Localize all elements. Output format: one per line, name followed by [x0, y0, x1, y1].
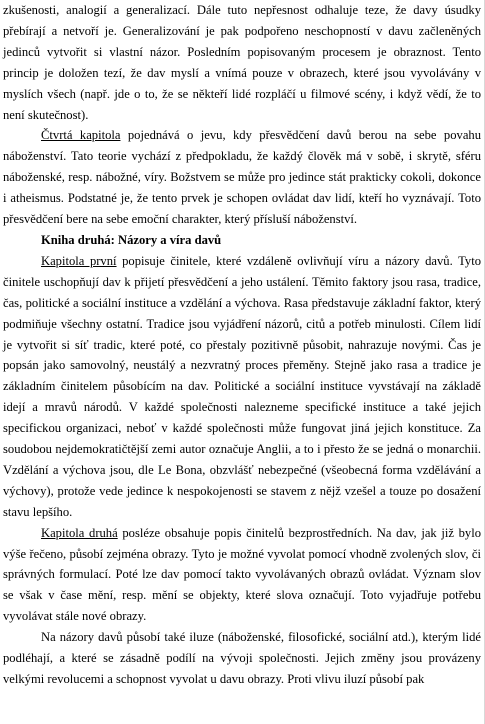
paragraph-text: posléze obsahuje popis činitelů bezprostředních. Na dav, jak již bylo výše řečeno, působí zejména obrazy. Tyto je možné vyvolat pomocí vhodně zvolených slov, či správných formulací. Poté lze dav pomocí takto vyvolávaných obrazů ovládat. Význam slov se však v čase mění, resp. mění se objekty, které slova označují. Toto vyjadřuje potřebu vyvolávat stále nové obrazy.: [3, 525, 481, 624]
chapter-reference: Kapitola druhá: [41, 525, 118, 540]
paragraph-iluze: [3, 627, 481, 690]
chapter-reference: Kapitola první: [41, 253, 117, 268]
paragraph-text: Na názory davů působí také iluze (náboženské, filosofické, sociální atd.), kterým lidé podléhají, a které se zásadně podílí na vývoji společnosti. Jejich změny jsou provázeny velkými revolucemi a schopnost vyvolat u davu obrazy. Proti vlivu iluzí působí pak: [3, 630, 481, 686]
chapter-reference: Čtvrtá kapitola: [41, 128, 121, 143]
paragraph-text: zkušenosti, analogií a generalizací. Dále tuto nepřesnost odhaluje teze, že davy úsudky přebírají a netvoří je. Generalizování je pak podpořeno neschopností v davu začleněných jedinců vytvořit si vlastní názor. Posledním popisovaným procesem je obraznost. Tento princip je doložen tezí, že dav myslí a vnímá pouze v obrazech, které jsou vyvolávány v myslích všech (např. jde o to, že se někteří lidé rozpláčí u filmové scény, i když vědí, že to není skutečnost).: [3, 3, 481, 122]
paragraph-kapitola-druha: [3, 523, 481, 628]
paragraph-ctvrta-kapitola: [3, 125, 481, 230]
paragraph-text: popisuje činitele, které vzdáleně ovlivňují víru a názory davů. Tyto činitele uschopňují dav k přijetí přesvědčení a jeho ustálení. Těmito faktory jsou rasa, tradice, čas, politické a sociální instituce a vzdělání a výchova. Rasa představuje základní faktor, který podmiňuje všechny ostatní. Tradice jsou vyjádření názorů, citů a potřeb minulosti. Cílem lidí je vytvořit si síť tradic, které poté, co přestaly pozitivně působit, nahrazuje novými. Čas je popsán jako samovolný, neustálý a nezvratný proces přeměny. Stejně jako rasa a tradice je základním činitelem působícím na dav. Politické a sociální instituce vyvstávají na základě idejí a mravů národů. V každé společnosti nalezneme specifické instituce a také jejich specifickou organizaci, neboť v každé společnosti může fungovat jiná jejich konstituce. Za soudobou nejdemokratičtější zemi autor označuje Anglii, a to i přesto že se jedná o monarchii. Vzdělání a výchova jsou, dle Le Bona, obzvlášť nebezpečné (všeobecná forma vzdělávání a výchovy), protože vede jedince k nespokojenosti se stavem z nějž vzešel a touze po dosažení stavu lepšího.: [3, 253, 481, 519]
section-heading: [3, 230, 481, 251]
paragraph-kapitola-prvni: [3, 251, 481, 523]
section-heading-text: Kniha druhá: Názory a víra davů: [41, 232, 222, 247]
paragraph-obraznost: [3, 0, 481, 125]
document-body: [3, 0, 481, 690]
paragraph-text: pojednává o jevu, kdy přesvědčení davů berou na sebe povahu náboženství. Tato teorie vychází z předpokladu, že každý člověk má v sobě, i skrytě, sféru náboženské, resp. nábožné, víry. Božstvem se může pro jedince stát prakticky cokoli, dokonce i atheismus. Podstatné je, že tento prvek je schopen ovládat dav lidí, kteří ho vyznávají. Toto přesvědčení bere na sebe emoční charakter, který přísluší náboženství.: [3, 128, 481, 227]
